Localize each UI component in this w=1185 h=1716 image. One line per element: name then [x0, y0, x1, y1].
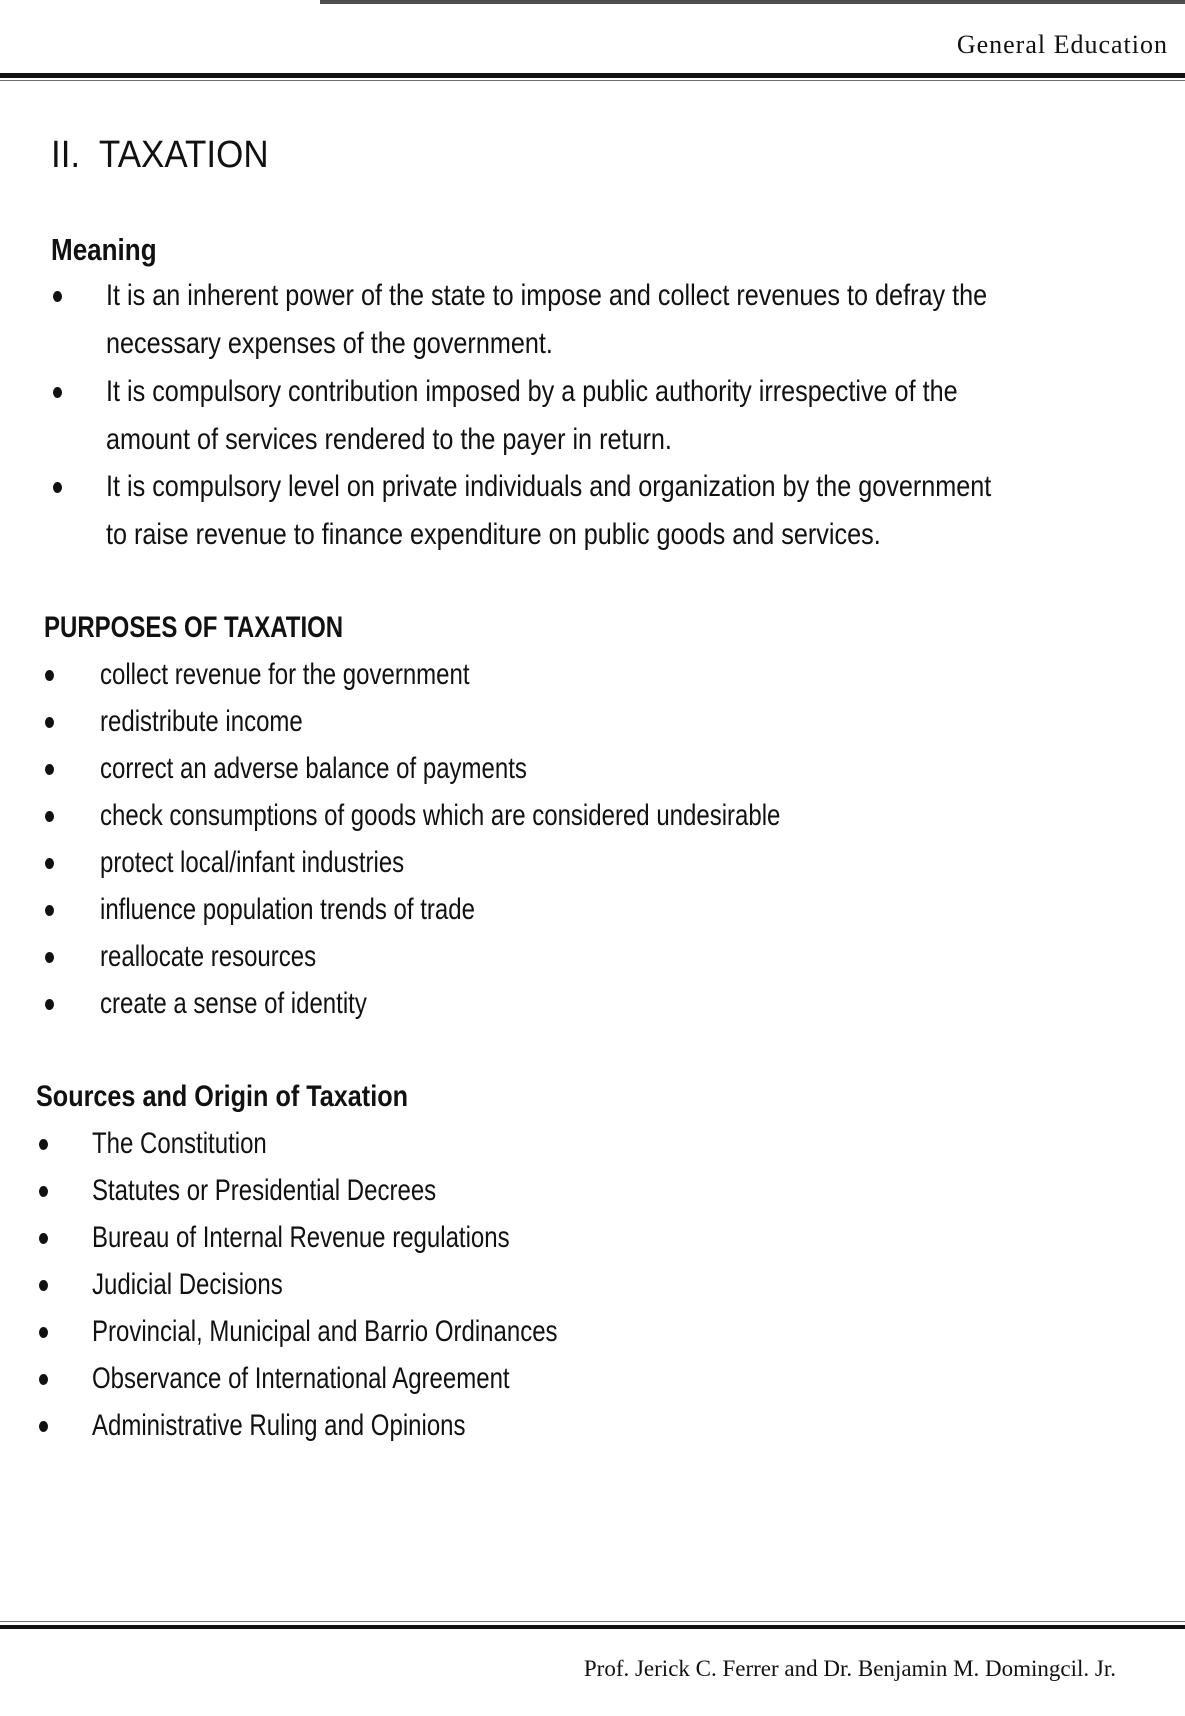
meaning-heading: Meaning: [51, 232, 157, 267]
purpose-item: create a sense of identity: [100, 987, 367, 1020]
meaning-line: It is compulsory contribution imposed by a public authority irrespective of the: [106, 375, 958, 408]
header-rule-thin: [0, 80, 1185, 81]
bullet-icon: [39, 1233, 48, 1244]
bullet-icon: [39, 1186, 48, 1197]
meaning-line: necessary expenses of the government.: [106, 327, 553, 360]
scan-edge-mark: [320, 0, 1185, 4]
bullet-icon: [45, 905, 54, 916]
purpose-item: protect local/infant industries: [100, 846, 405, 879]
purposes-heading: PURPOSES OF TAXATION: [44, 611, 344, 644]
purpose-item: check consumptions of goods which are considered undesirable: [100, 799, 781, 832]
source-item: Observance of International Agreement: [92, 1362, 510, 1395]
footer-authors: Prof. Jerick C. Ferrer and Dr. Benjamin M. Domingcil. Jr.: [583, 1656, 1116, 1681]
source-item: Bureau of Internal Revenue regulations: [92, 1221, 510, 1254]
bullet-icon: [45, 670, 54, 681]
bullet-icon: [45, 858, 54, 869]
header-rule: [0, 73, 1185, 78]
bullet-icon: [39, 1280, 48, 1291]
meaning-line: amount of services rendered to the payer in return.: [106, 423, 672, 456]
purpose-item: influence population trends of trade: [100, 893, 475, 926]
bullet-icon: [53, 482, 62, 493]
section-title: II. TAXATION: [51, 134, 269, 176]
source-item: Judicial Decisions: [92, 1268, 283, 1301]
footer-rule: [0, 1625, 1185, 1629]
purpose-item: redistribute income: [100, 705, 303, 738]
bullet-icon: [39, 1374, 48, 1385]
meaning-line: to raise revenue to finance expenditure on public goods and services.: [106, 518, 881, 551]
bullet-icon: [39, 1421, 48, 1432]
bullet-icon: [53, 387, 62, 398]
footer-rule-thin: [0, 1621, 1185, 1622]
bullet-icon: [45, 717, 54, 728]
meaning-line: It is compulsory level on private individuals and organization by the government: [106, 470, 992, 503]
bullet-icon: [45, 999, 54, 1010]
sources-heading: Sources and Origin of Taxation: [36, 1080, 408, 1113]
bullet-icon: [45, 764, 54, 775]
meaning-line: It is an inherent power of the state to impose and collect revenues to defray the: [106, 279, 988, 312]
purpose-item: collect revenue for the government: [100, 658, 470, 691]
running-header: General Education: [956, 30, 1168, 59]
bullet-icon: [39, 1327, 48, 1338]
source-item: Statutes or Presidential Decrees: [92, 1174, 437, 1207]
bullet-icon: [45, 952, 54, 963]
bullet-icon: [45, 811, 54, 822]
purpose-item: correct an adverse balance of payments: [100, 752, 527, 785]
source-item: Administrative Ruling and Opinions: [92, 1409, 466, 1442]
source-item: Provincial, Municipal and Barrio Ordinances: [92, 1315, 558, 1348]
purpose-item: reallocate resources: [100, 940, 317, 973]
bullet-icon: [39, 1139, 48, 1150]
source-item: The Constitution: [92, 1127, 267, 1160]
bullet-icon: [53, 291, 62, 302]
